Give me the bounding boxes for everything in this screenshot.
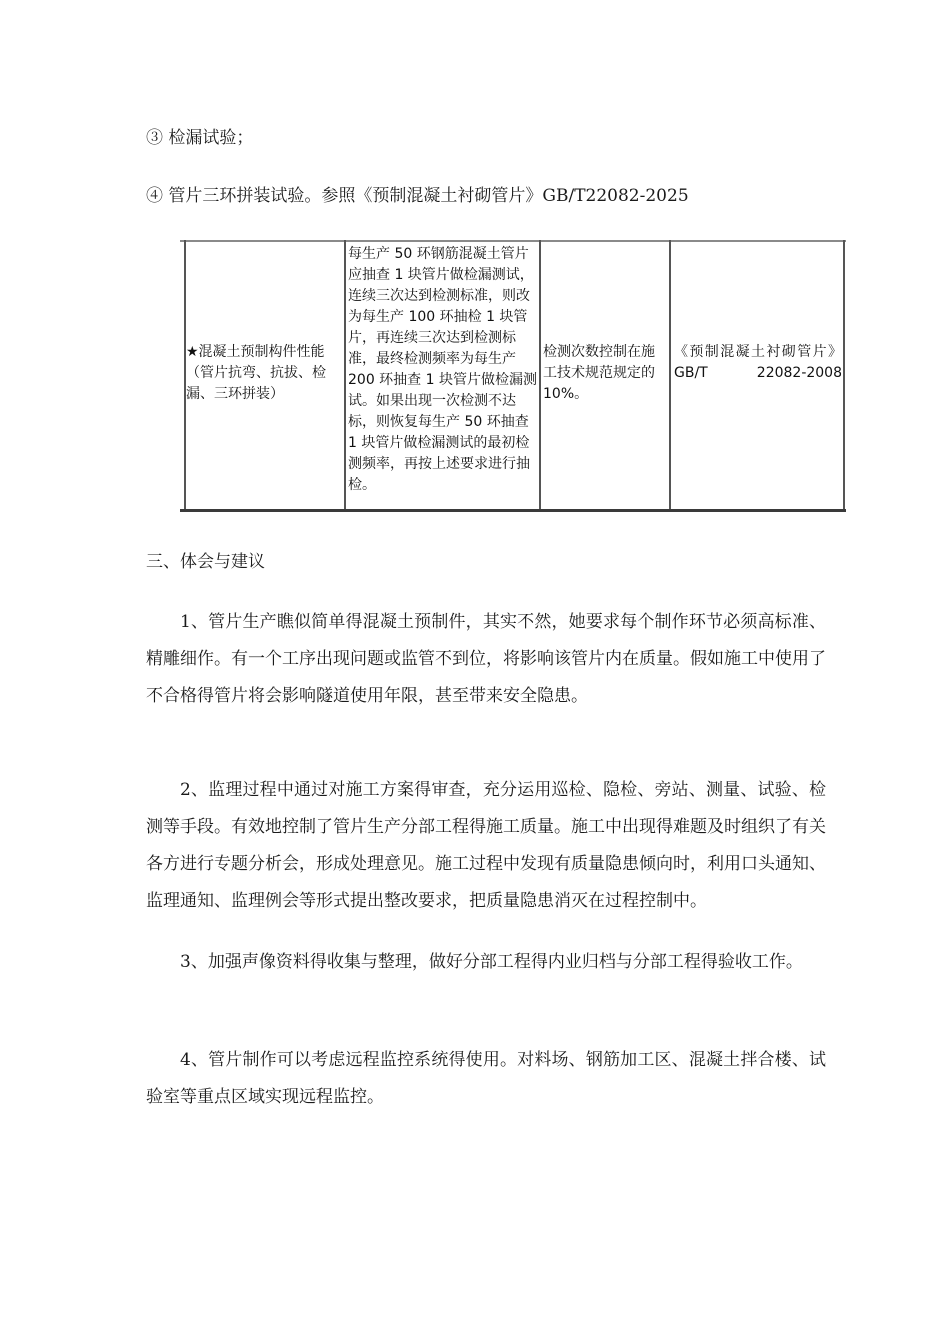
section-title: 三、体会与建议 [146,552,265,572]
table-cell-control: 检测次数控制在施工技术规范规定的 10%。 [543,344,655,402]
paragraph-4: 4、管片制作可以考虑远程监控系统得使用。对料场、钢筋加工区、混凝土拌合楼、试验室等重点区域实现远程监控。 [146,1050,826,1107]
table-cell-standard: 《预制混凝土衬砌管片》GB/T 22082-2008 [674,344,842,381]
list-item-three-ring-assembly: ④ 管片三环拼装试验。参照《预制混凝土衬砌管片》GB/T22082-2025 [146,186,689,206]
table-divider [539,240,541,512]
list-item-leak-test: ③ 检漏试验； [146,128,254,148]
inspection-table [180,238,846,512]
table-border-bottom [180,509,846,512]
table-border-top [180,240,846,242]
paragraph-1: 1、管片生产瞧似简单得混凝土预制件，其实不然，她要求每个制作环节必须高标准、精雕细作。有一个工序出现问题或监管不到位，将影响该管片内在质量。假如施工中使用了不合格得管片将会影响隧道使用年限，甚至带来安全隐患。 [146,612,826,706]
table-divider [843,240,845,512]
paragraph-3: 3、加强声像资料得收集与整理，做好分部工程得内业归档与分部工程得验收工作。 [180,952,803,972]
table-divider [669,240,671,512]
paragraph-2: 2、监理过程中通过对施工方案得审查，充分运用巡检、隐检、旁站、测量、试验、检测等手段。有效地控制了管片生产分部工程得施工质量。施工中出现得难题及时组织了有关各方进行专题分析会，形成处理意见。施工过程中发现有质量隐患倾向时，利用口头通知、监理通知、监理例会等形式提出整改要求，把质量隐患消灭在过程控制中。 [146,780,826,911]
table-cell-frequency: 每生产 50 环钢筋混凝土管片应抽查 1 块管片做检漏测试，连续三次达到检测标准，则改为每生产 100 环抽检 1 块管片，再连续三次达到检测标准，最终检测频率为每生产 200 环抽查 1 块管片做检漏测试。如果出现一次检测不达标，则恢复每生产 50 环抽查 1 块管片做检漏测试的最初检测频率，再按上述要求进行抽检。 [348,246,537,493]
table-cell-item: ★混凝土预制构件性能（管片抗弯、抗拔、检漏、三环拼装） [186,344,326,402]
